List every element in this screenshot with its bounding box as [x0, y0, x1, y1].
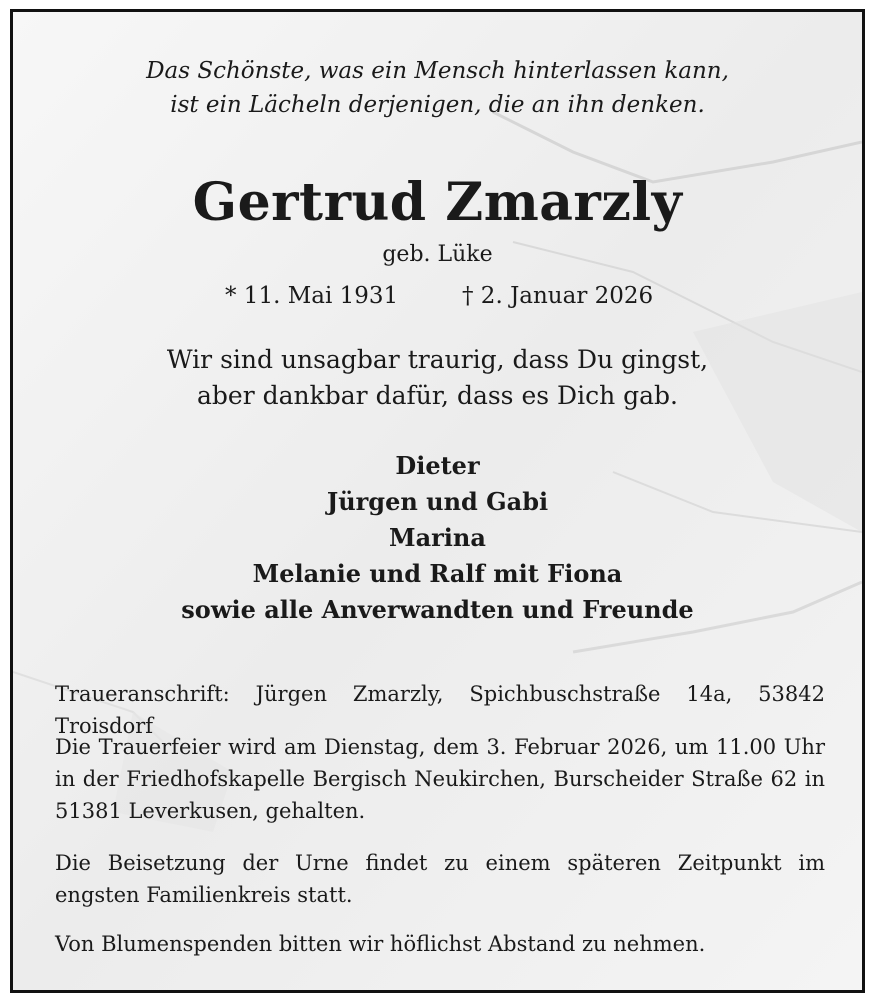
mourner-entry: Melanie und Ralf mit Fiona	[252, 559, 623, 588]
verse-line-2: aber dankbar dafür, dass es Dich gab.	[197, 381, 678, 410]
mourners-list	[13, 448, 862, 628]
mourning-address: Traueranschrift: Jürgen Zmarzly, Spichbuschstraße 14a, 53842 Troisdorf	[55, 682, 825, 738]
mourner-entry: Jürgen und Gabi	[326, 487, 549, 516]
flower-donation-note: Von Blumenspenden bitten wir höflichst Abstand zu nehmen.	[55, 932, 706, 956]
maiden-name: geb. Lüke	[382, 242, 493, 267]
obituary-content	[13, 12, 862, 990]
motto-line-1: Das Schönste, was ein Mensch hinterlassen kann,	[146, 58, 729, 84]
mourner-entry: Dieter	[395, 451, 480, 480]
funeral-service-info: Die Trauerfeier wird am Dienstag, dem 3. Februar 2026, um 11.00 Uhr in der Friedhofskapelle Bergisch Neukirchen, Burscheider Straße 62 in 51381 Leverkusen, gehalten.	[55, 735, 825, 823]
burial-info: Die Beisetzung der Urne findet zu einem späteren Zeitpunkt im engsten Familienkreis statt.	[55, 851, 825, 907]
birth-date: * 11. Mai 1931	[225, 283, 399, 309]
mourner-entry: Marina	[389, 523, 486, 552]
motto-line-2: ist ein Lächeln derjenigen, die an ihn denken.	[170, 92, 705, 118]
verse-line-1: Wir sind unsagbar traurig, dass Du gingst,	[166, 345, 709, 374]
motto-quote	[13, 54, 862, 122]
mourner-entry: sowie alle Anverwandten und Freunde	[181, 595, 694, 624]
obituary-frame	[10, 9, 865, 993]
mourning-verse	[13, 342, 862, 414]
deceased-name: Gertrud Zmarzly	[192, 172, 683, 233]
death-date: † 2. Januar 2026	[462, 283, 654, 309]
